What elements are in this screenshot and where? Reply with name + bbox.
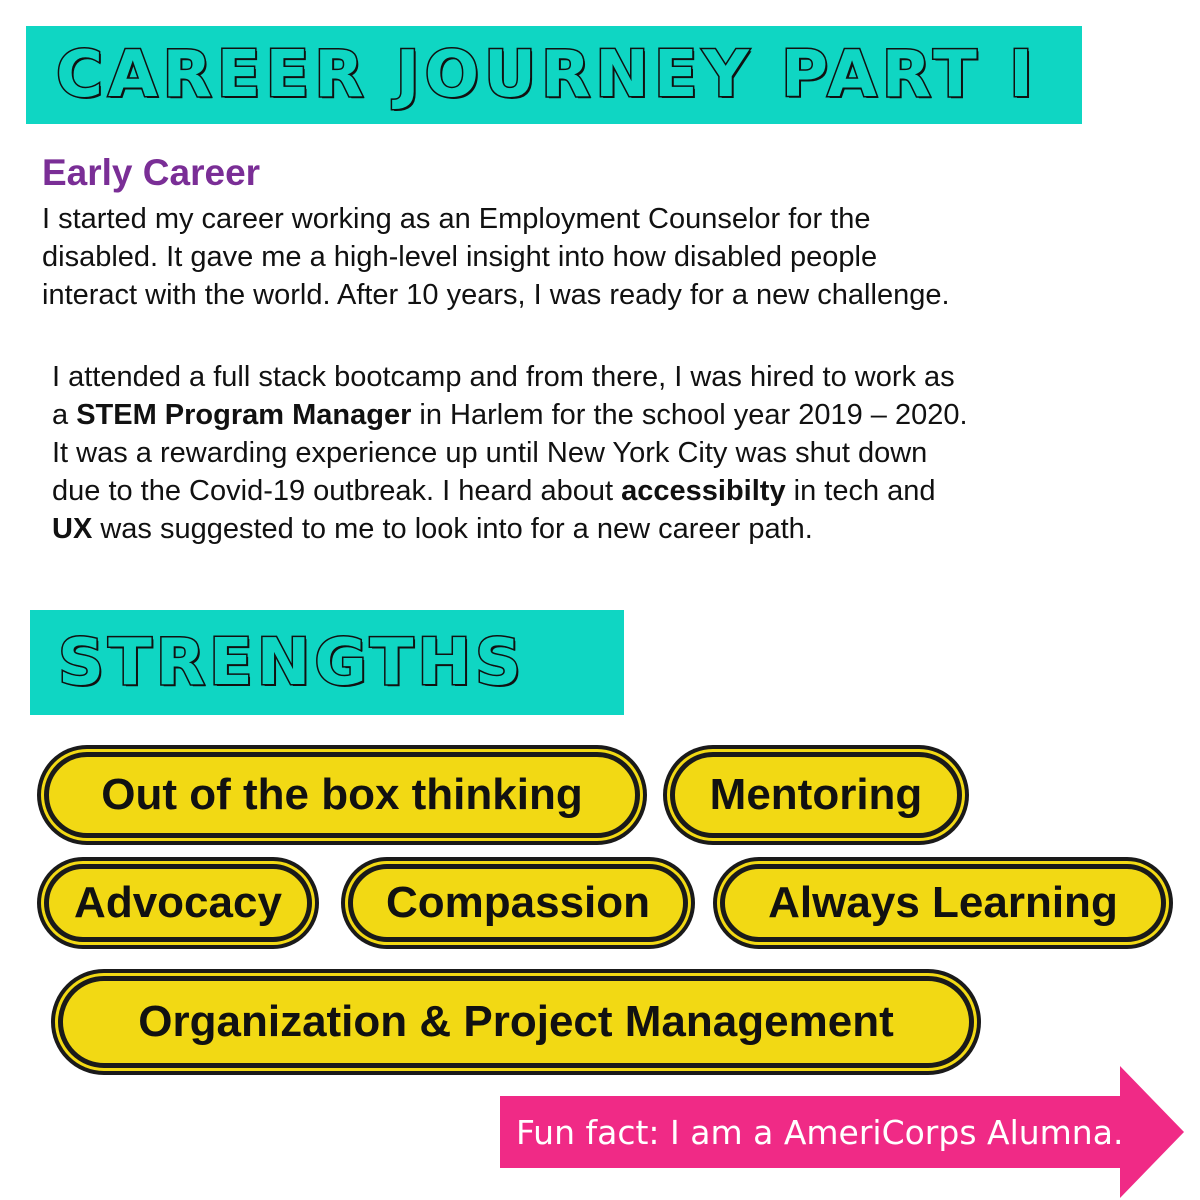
- title-banner: [26, 26, 1082, 124]
- paragraph-line: I started my career working as an Employment Counselor for the: [42, 203, 871, 235]
- text-run: due to the Covid-19 outbreak. I heard about: [52, 475, 622, 507]
- paragraph-line: It was a rewarding experience up until New York City was shut down: [52, 437, 928, 469]
- strength-pill: Mentoring: [670, 752, 962, 838]
- paragraph-line: [52, 472, 968, 510]
- text-run: in tech and: [785, 475, 936, 507]
- early-career-paragraph: [42, 200, 950, 314]
- bootcamp-paragraph: [52, 358, 968, 548]
- page-title: CAREER JOURNEY PART I: [56, 38, 1038, 112]
- paragraph-line: [52, 396, 968, 434]
- early-career-heading: Early Career: [42, 152, 261, 193]
- ux-text: UX: [52, 513, 93, 545]
- paragraph-line: interact with the world. After 10 years, I was ready for a new challenge.: [42, 279, 950, 311]
- fun-fact-arrow: [500, 1066, 1184, 1198]
- strengths-title: STRENGTHS: [58, 625, 526, 700]
- text-run: in Harlem for the school year 2019 – 2020.: [411, 399, 968, 431]
- paragraph-line: [52, 510, 968, 548]
- strength-pill: Compassion: [348, 864, 688, 942]
- accessibility-text: accessibilty: [621, 475, 786, 507]
- strength-pill: Out of the box thinking: [44, 752, 640, 838]
- strengths-banner: [30, 610, 624, 715]
- paragraph-line: I attended a full stack bootcamp and from there, I was hired to work as: [52, 361, 955, 393]
- paragraph-line: disabled. It gave me a high-level insight into how disabled people: [42, 241, 878, 273]
- strength-pill: Organization & Project Management: [58, 976, 974, 1068]
- fun-fact-text: Fun fact: I am a AmeriCorps Alumna.: [516, 1112, 1124, 1152]
- stem-program-manager-text: STEM Program Manager: [76, 399, 412, 431]
- strength-pill: Advocacy: [44, 864, 312, 942]
- strength-pill: Always Learning: [720, 864, 1166, 942]
- text-run: was suggested to me to look into for a new career path.: [92, 513, 813, 545]
- text-run: a: [52, 399, 77, 431]
